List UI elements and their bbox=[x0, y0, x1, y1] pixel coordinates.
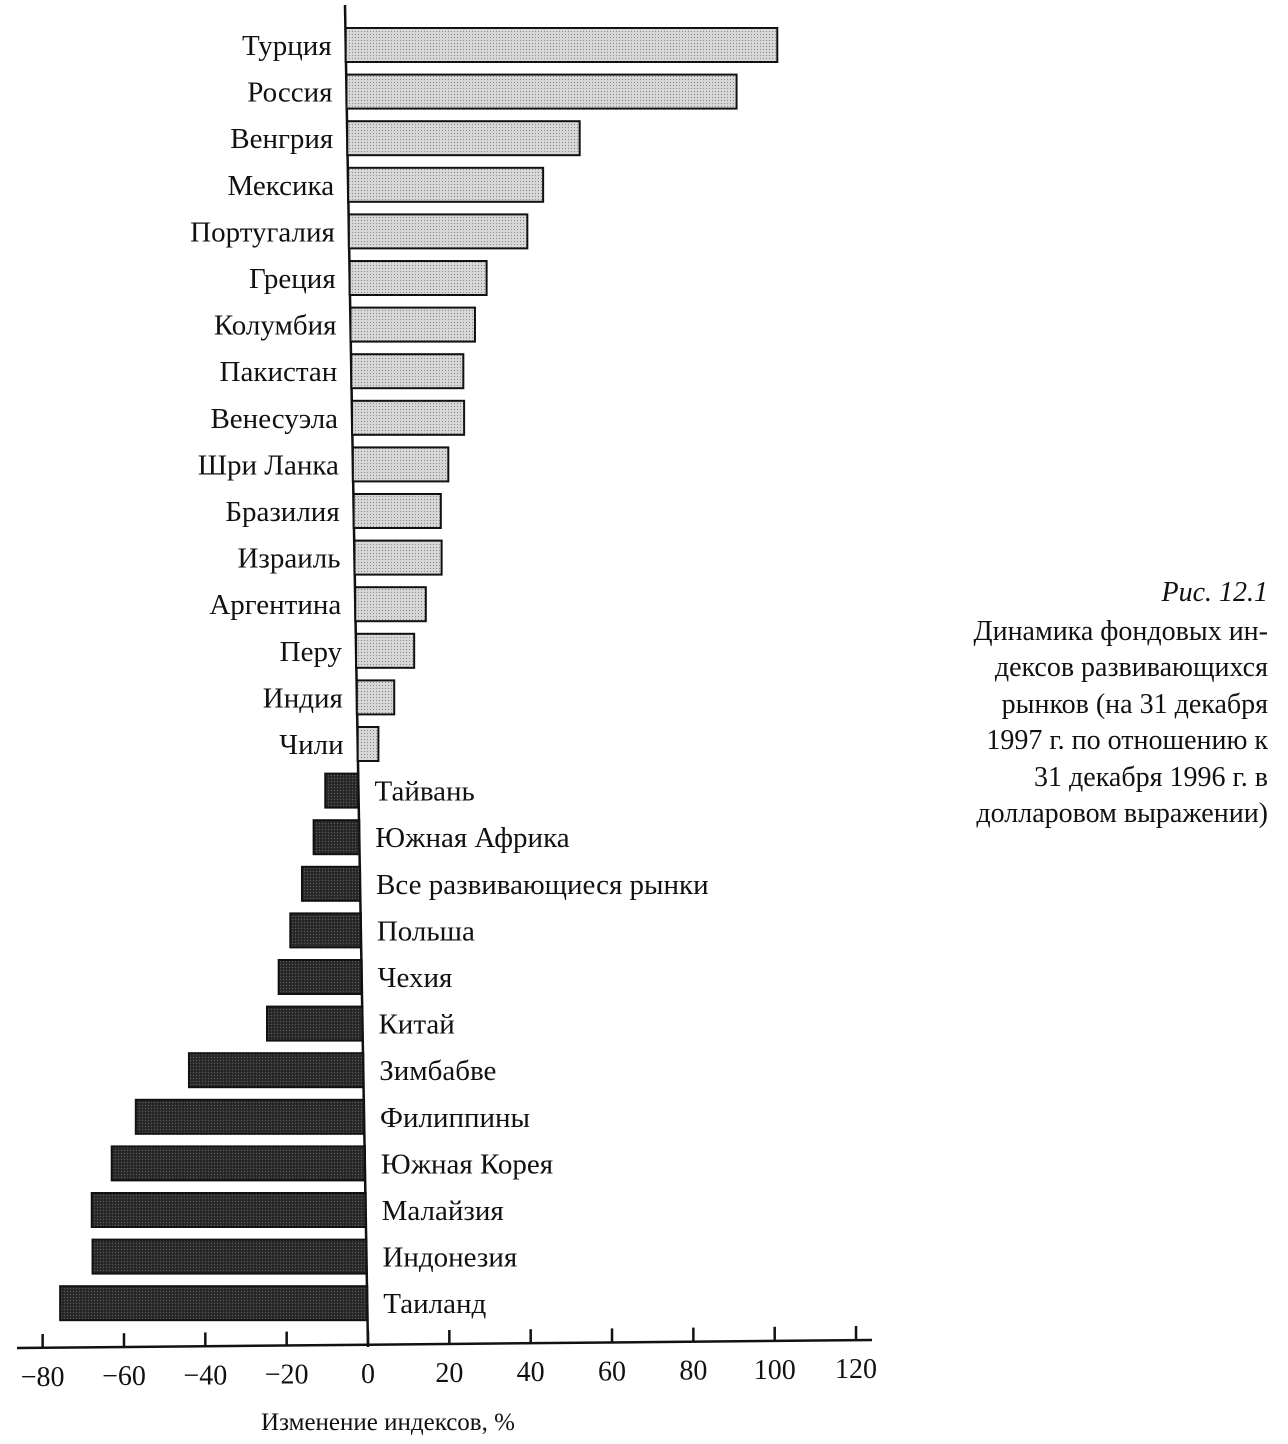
category-label: Все развивающиеся рынки bbox=[376, 868, 709, 901]
x-tick-label: 20 bbox=[435, 1358, 464, 1389]
caption-line: дексов развивающихся bbox=[994, 652, 1268, 683]
bar bbox=[290, 913, 361, 947]
bar bbox=[354, 494, 441, 528]
bar bbox=[136, 1100, 364, 1134]
category-label: Чили bbox=[279, 729, 344, 761]
x-tick-label: −40 bbox=[183, 1360, 228, 1392]
category-label: Португалия bbox=[190, 216, 335, 249]
bar bbox=[348, 168, 543, 202]
category-label: Пакистан bbox=[219, 356, 338, 389]
x-tick-label: 0 bbox=[361, 1358, 375, 1390]
category-label: Тайвань bbox=[374, 775, 475, 808]
bar bbox=[314, 820, 360, 854]
bar bbox=[346, 75, 736, 109]
bar bbox=[358, 727, 379, 761]
bar bbox=[112, 1146, 365, 1180]
bar bbox=[355, 587, 426, 621]
x-tick-label: 100 bbox=[753, 1354, 796, 1386]
category-label: Россия bbox=[247, 76, 333, 109]
bar bbox=[93, 1240, 367, 1274]
category-label: Турция bbox=[242, 30, 332, 62]
category-label: Мексика bbox=[227, 169, 335, 202]
category-label: Бразилия bbox=[225, 496, 340, 528]
x-tick-label: −60 bbox=[102, 1361, 146, 1393]
category-label: Южная Корея bbox=[380, 1148, 554, 1181]
caption-line: долларовом выражении) bbox=[976, 798, 1268, 829]
bar bbox=[350, 261, 487, 295]
category-label: Китай bbox=[378, 1008, 455, 1041]
category-label: Венгрия bbox=[230, 123, 334, 156]
x-tick-label: 40 bbox=[516, 1357, 545, 1389]
category-label: Таиланд bbox=[383, 1288, 487, 1321]
x-tick-label: 80 bbox=[679, 1355, 708, 1387]
bar bbox=[346, 28, 778, 62]
bar bbox=[60, 1286, 367, 1320]
bar bbox=[357, 680, 394, 714]
category-label: Аргентина bbox=[209, 589, 342, 622]
x-tick-label: −80 bbox=[20, 1362, 65, 1393]
x-axis-line bbox=[17, 1340, 872, 1348]
category-label: Венесуэла bbox=[210, 402, 339, 435]
x-tick-label: 60 bbox=[598, 1356, 627, 1388]
caption-line: рынков (на 31 декабря bbox=[1001, 688, 1268, 720]
bar bbox=[353, 447, 448, 481]
bar bbox=[351, 354, 463, 388]
bar bbox=[354, 541, 441, 575]
bar bbox=[356, 634, 414, 668]
bar bbox=[189, 1053, 363, 1087]
category-label: Израиль bbox=[237, 542, 341, 575]
bar bbox=[279, 960, 362, 994]
bar bbox=[350, 308, 475, 342]
caption-line: Динамика фондовых ин- bbox=[973, 615, 1268, 647]
bar bbox=[352, 401, 464, 435]
category-label: Зимбабве bbox=[379, 1055, 497, 1088]
category-label: Шри Ланка bbox=[197, 449, 339, 482]
caption-line: 1997 г. по отношению к bbox=[986, 725, 1268, 756]
bar bbox=[92, 1193, 366, 1227]
x-tick-label: −20 bbox=[264, 1359, 309, 1391]
category-label: Филиппины bbox=[380, 1101, 531, 1134]
figure-label: Рис. 12.1 bbox=[1161, 577, 1268, 608]
category-label: Южная Африка bbox=[375, 822, 570, 855]
bar bbox=[302, 867, 360, 901]
category-label: Индия bbox=[262, 682, 343, 715]
category-label: Чехия bbox=[377, 962, 453, 994]
bar bbox=[347, 121, 579, 155]
bar bbox=[267, 1007, 362, 1041]
caption-line: 31 декабря 1996 г. в bbox=[1034, 761, 1268, 793]
x-axis-title: Изменение индексов, % bbox=[261, 1409, 515, 1436]
x-tick-label: 120 bbox=[835, 1354, 878, 1385]
category-label: Перу bbox=[279, 635, 343, 668]
category-label: Греция bbox=[248, 263, 336, 295]
category-label: Малайзия bbox=[381, 1195, 504, 1227]
figure-caption bbox=[908, 575, 1268, 833]
bar bbox=[349, 214, 527, 248]
category-label: Польша bbox=[376, 915, 475, 948]
bar bbox=[325, 774, 358, 808]
x-ticks-group bbox=[21, 1326, 877, 1393]
category-label: Колумбия bbox=[213, 309, 337, 342]
category-label: Индонезия bbox=[382, 1241, 518, 1274]
